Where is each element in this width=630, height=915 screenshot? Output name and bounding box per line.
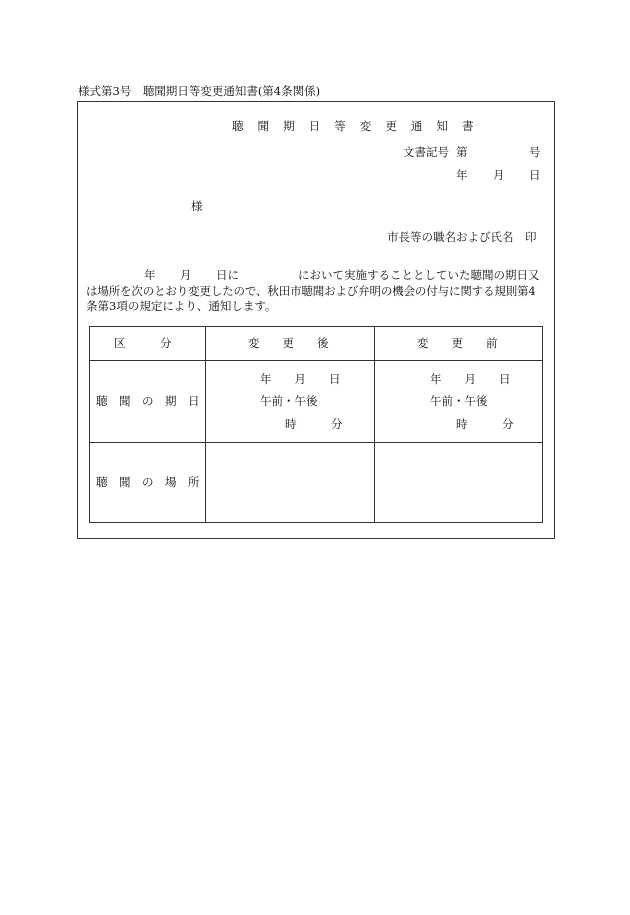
body-line-3: 条第3項の規定により、通知します。	[86, 299, 277, 313]
doc-number-label: 文書記号	[403, 145, 449, 159]
body-year: 年	[144, 268, 156, 282]
date-year: 年	[456, 168, 468, 182]
body-day: 日に	[216, 268, 239, 282]
before-date-ymd: 年 月 日	[430, 372, 511, 386]
addressee: 様	[191, 199, 203, 213]
date-day: 日	[529, 168, 541, 182]
table-divider	[90, 360, 542, 361]
after-ampm: 午前・午後	[260, 394, 318, 408]
doc-number-dai: 第	[456, 145, 468, 159]
after-time: 時 分	[285, 417, 343, 431]
doc-number-go: 号	[529, 145, 541, 159]
body-month: 月	[180, 268, 192, 282]
table-divider	[205, 327, 206, 522]
body-line1-rest: において実施することとしていた聴聞の期日又	[298, 268, 540, 282]
table-divider	[374, 327, 375, 522]
row-date-label: 聴 聞 の 期 日	[96, 394, 200, 408]
change-table	[89, 326, 543, 523]
date-month: 月	[493, 168, 505, 182]
before-time: 時 分	[456, 417, 514, 431]
notice-body	[86, 268, 546, 315]
after-date-ymd: 年 月 日	[260, 372, 341, 386]
before-ampm: 午前・午後	[430, 394, 488, 408]
form-number: 様式第3号 聴聞期日等変更通知書(第4条関係)	[78, 84, 321, 98]
table-divider	[90, 442, 542, 443]
document-title: 聴 聞 期 日 等 変 更 通 知 書	[232, 119, 479, 133]
body-line-1	[86, 268, 546, 284]
header-before: 変 更 前	[417, 336, 498, 350]
header-category: 区 分	[114, 336, 172, 350]
header-after: 変 更 後	[248, 336, 329, 350]
body-line-2: は場所を次のとおり変更したので、秋田市聴聞および弁明の機会の付与に関する規則第4	[86, 283, 536, 298]
issuer-signature: 市長等の職名および氏名 印	[387, 230, 537, 244]
row-place-label: 聴 聞 の 場 所	[96, 475, 200, 489]
